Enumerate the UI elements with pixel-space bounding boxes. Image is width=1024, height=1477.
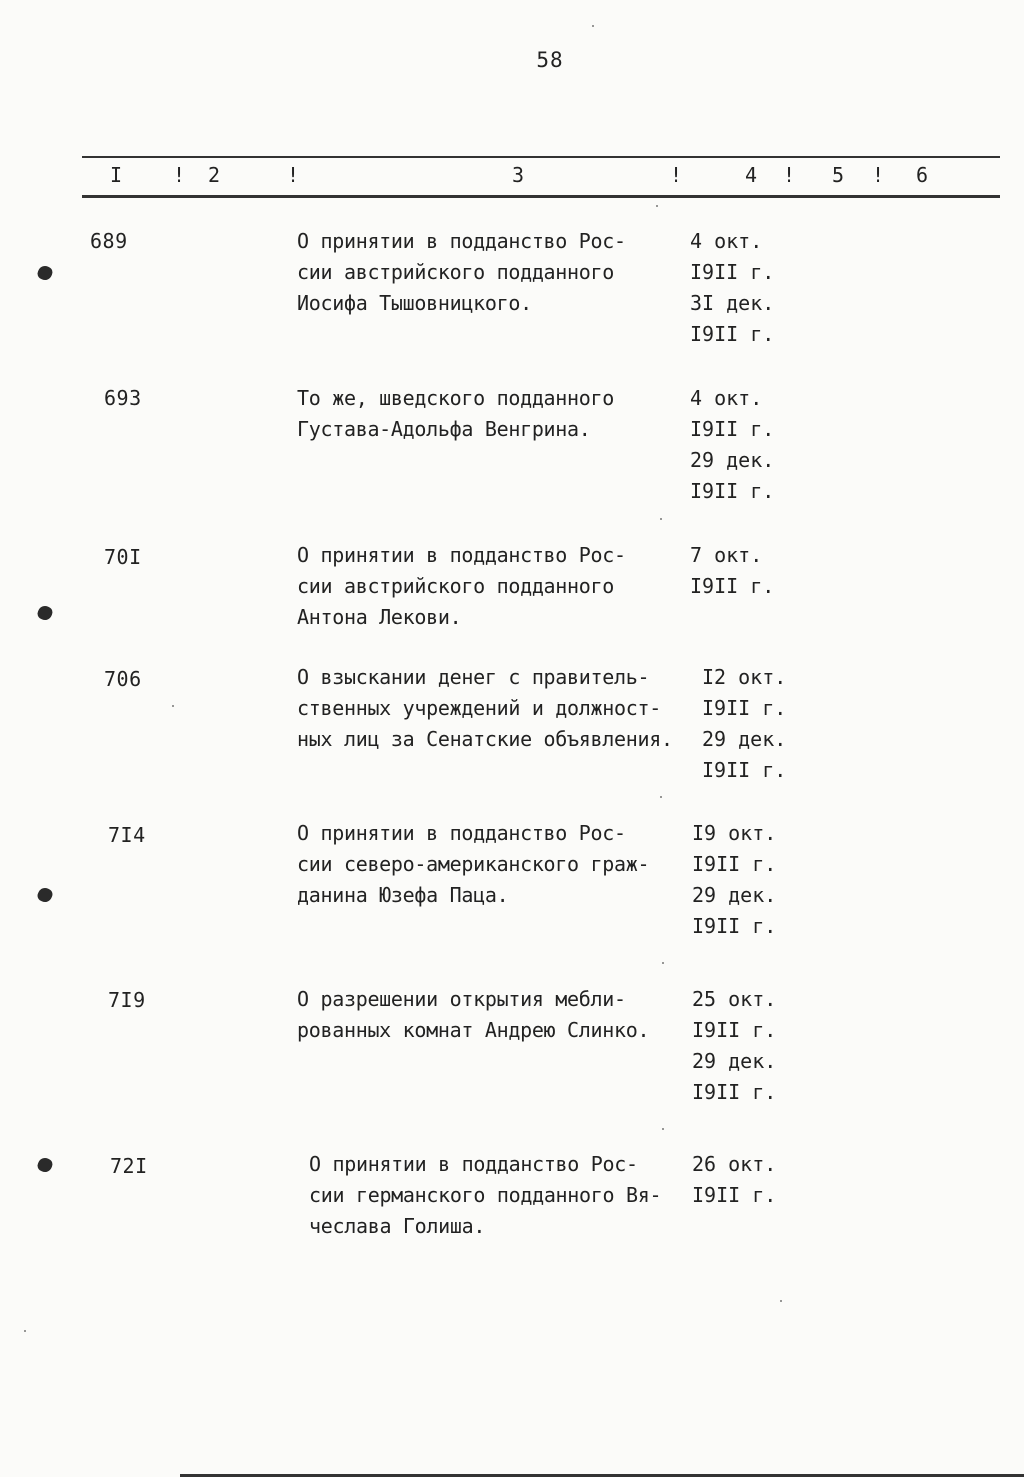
entry-number: 72I [110,1154,148,1178]
entry-dates: 26 окт. I9II г. [692,1152,777,1207]
header-col-6: 6 [916,163,929,187]
binding-mark [36,886,55,905]
header-separator-3: ! [670,163,683,187]
entry-dates: 25 окт. I9II г. 29 дек. I9II г. [692,987,777,1104]
table-header-rule [82,195,1000,198]
table-top-rule [82,156,1000,158]
entry-description: О принятии в подданство Рос- сии австрийского подданного Иосифа Тышовницкого. [297,229,626,315]
entry-number: 706 [104,667,142,691]
header-col-5: 5 [832,163,845,187]
entry-description: О принятии в подданство Рос- сии северо-американского граж- данина Юзефа Паца. [297,821,650,907]
binding-mark [36,1156,55,1175]
entry-number: 689 [90,229,128,253]
entry-description: То же, шведского подданного Густава-Адольфа Венгрина. [297,386,615,441]
entry-description: О разрешении открытия мебли- рованных комнат Андрею Слинко. [297,987,650,1042]
entry-description: О принятии в подданство Рос- сии германского подданного Вя- чеслава Голиша. [309,1152,662,1238]
table-header [0,163,1024,191]
entry-description: О взыскании денег с правитель- ственных учреждений и должност- ных лиц за Сенатские объявления. [297,665,673,751]
header-separator-4: ! [783,163,796,187]
header-col-2: 2 [208,163,221,187]
entry-dates: 4 окт. I9II г. 3I дек. I9II г. [690,229,775,346]
scan-speck [662,1128,664,1130]
scan-speck [24,1330,26,1332]
binding-mark [36,604,55,623]
scan-speck [172,705,174,707]
entry-dates: I9 окт. I9II г. 29 дек. I9II г. [692,821,777,938]
entry-number: 693 [104,386,142,410]
header-col-1: I [110,163,123,187]
entry-number: 7I9 [108,988,146,1012]
header-separator-5: ! [872,163,885,187]
header-col-4: 4 [745,163,758,187]
page-number: 58 [536,48,564,72]
entry-dates: I2 окт. I9II г. 29 дек. I9II г. [702,665,787,782]
entry-description: О принятии в подданство Рос- сии австрийского подданного Антона Лекови. [297,543,626,629]
scan-speck [780,1300,782,1302]
entry-dates: 4 окт. I9II г. 29 дек. I9II г. [690,386,775,503]
entry-dates: 7 окт. I9II г. [690,543,775,598]
scan-speck [660,796,662,798]
header-col-3: 3 [512,163,525,187]
entry-number: 70I [104,545,142,569]
scan-speck [662,962,664,964]
scan-speck [656,205,658,207]
header-separator-1: ! [173,163,186,187]
entry-number: 7I4 [108,823,146,847]
scan-speck [660,518,662,520]
scan-speck [592,25,594,27]
header-separator-2: ! [287,163,300,187]
binding-mark [36,264,55,283]
